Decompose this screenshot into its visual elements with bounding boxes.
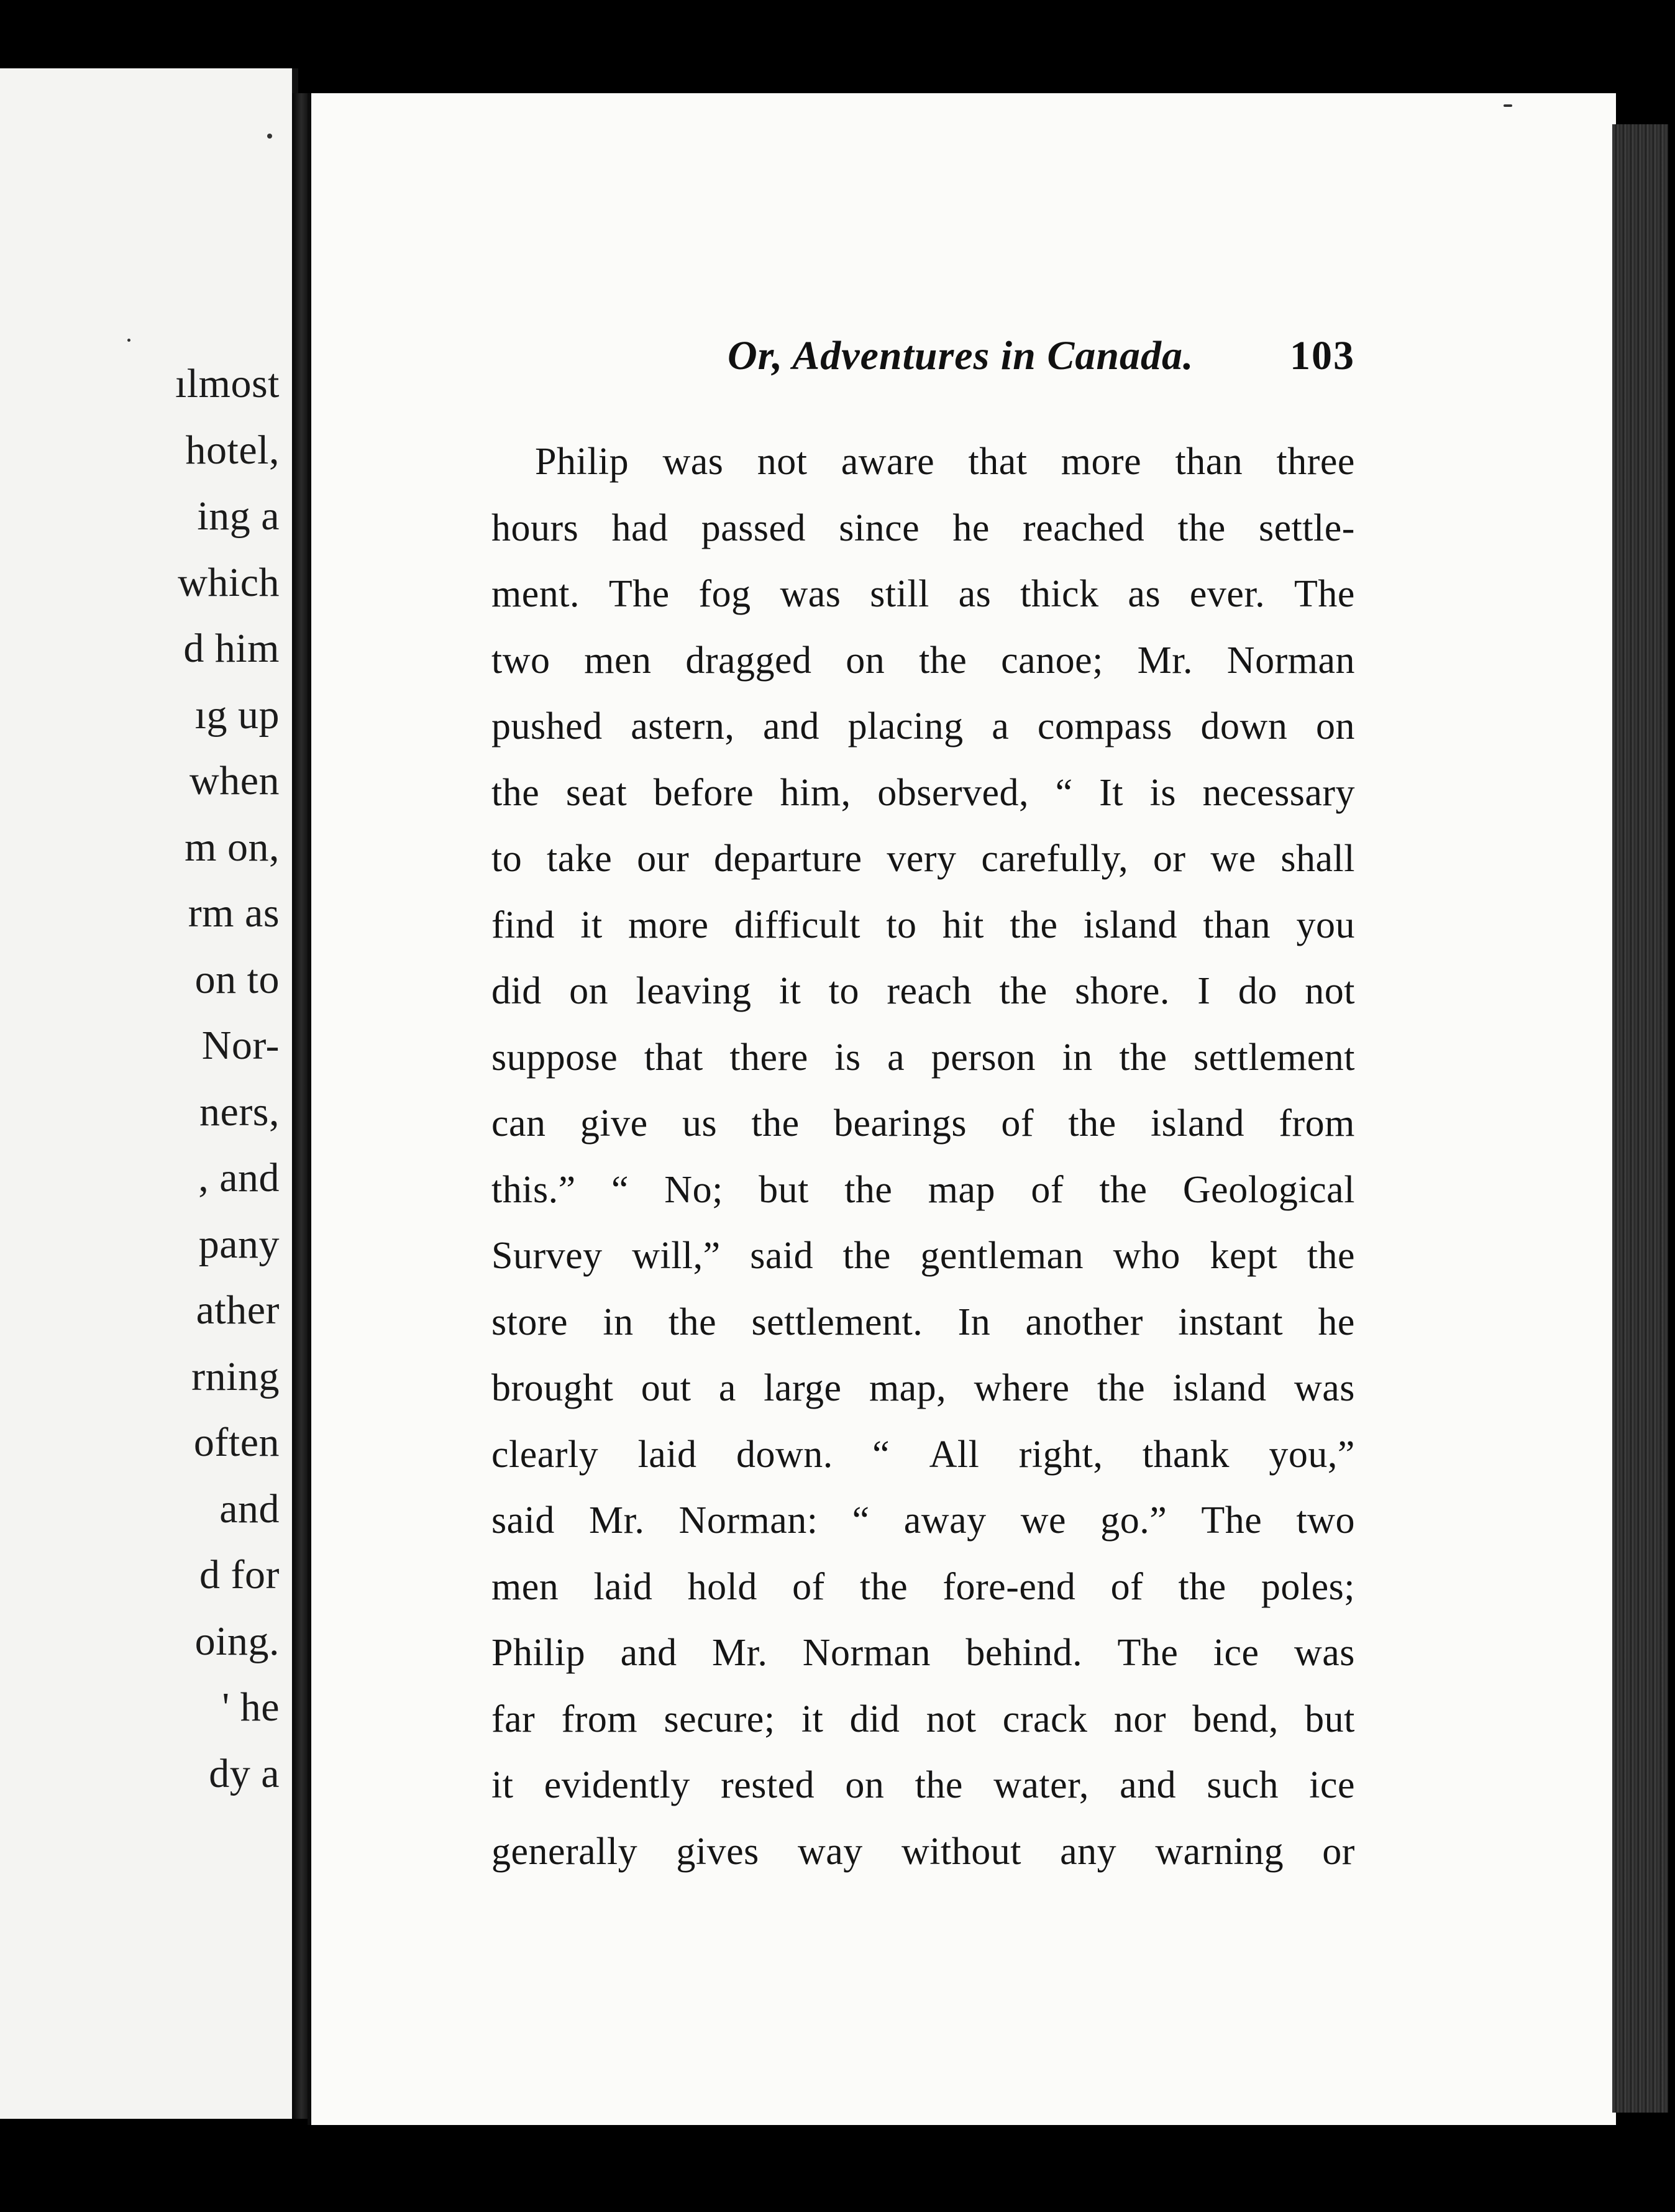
body-line — [491, 693, 1355, 760]
word: before — [653, 771, 754, 814]
word: the — [1307, 1235, 1355, 1277]
word: down — [1200, 705, 1288, 747]
word: than — [1203, 903, 1271, 946]
word: carefully, — [981, 838, 1129, 880]
word: on — [845, 1764, 885, 1806]
word: the — [919, 639, 967, 682]
word: clearly — [491, 1433, 599, 1476]
word: secure; — [664, 1698, 775, 1740]
word: the — [844, 1168, 893, 1211]
word: crack — [1002, 1698, 1088, 1740]
word: large — [764, 1367, 842, 1409]
page-number: 103 — [1290, 333, 1355, 378]
word: “ — [611, 1168, 629, 1211]
word: away — [903, 1499, 987, 1542]
word: the — [1068, 1102, 1116, 1145]
word: will,” — [632, 1235, 721, 1277]
word: said — [491, 1499, 555, 1542]
left-page-line: ather — [196, 1287, 280, 1333]
word: The — [608, 573, 670, 615]
word: to — [491, 838, 523, 880]
word: but — [1305, 1698, 1355, 1740]
word: had — [611, 506, 669, 549]
word: store — [491, 1300, 568, 1343]
word: hit — [942, 903, 984, 946]
word: reach — [887, 970, 972, 1012]
word: departure — [714, 838, 862, 880]
scan-speck — [1504, 104, 1512, 107]
word: out — [641, 1367, 691, 1409]
left-page-line: rning — [191, 1353, 280, 1399]
word: settlement. — [751, 1300, 923, 1343]
word: two — [1296, 1499, 1355, 1542]
word: ment. — [491, 573, 580, 615]
word: not — [757, 441, 808, 483]
word: him, — [780, 771, 851, 814]
word: on — [569, 970, 609, 1012]
word: “ — [872, 1433, 890, 1476]
word: way — [797, 1830, 863, 1873]
word: down. — [736, 1433, 833, 1476]
word: nor — [1113, 1698, 1166, 1740]
word: and — [620, 1632, 677, 1674]
word: island — [1172, 1367, 1267, 1409]
word: you,” — [1269, 1433, 1355, 1476]
left-page-line: ing a — [197, 493, 280, 539]
word: laid — [593, 1565, 653, 1608]
word: the — [915, 1764, 963, 1806]
word: Mr. — [712, 1632, 768, 1674]
left-page-line: ' he — [222, 1684, 280, 1730]
word: but — [759, 1168, 809, 1211]
left-page-line: when — [189, 758, 280, 803]
body-line — [491, 1686, 1355, 1753]
word: settlement — [1193, 1036, 1355, 1079]
running-head — [491, 332, 1355, 388]
word: ice — [1213, 1632, 1259, 1674]
body-line — [491, 1620, 1355, 1686]
word: Philip — [491, 1632, 586, 1674]
word: any — [1060, 1830, 1117, 1873]
word: Philip — [535, 441, 629, 483]
word: of — [792, 1565, 825, 1608]
word: where — [974, 1367, 1070, 1409]
word: is — [1149, 771, 1176, 814]
word: the — [999, 970, 1047, 1012]
word: In — [957, 1300, 991, 1343]
left-page-line: rm as — [188, 890, 280, 936]
body-line — [491, 1752, 1355, 1819]
word: such — [1207, 1764, 1279, 1806]
word: map — [928, 1168, 996, 1211]
body-line — [491, 1355, 1355, 1422]
left-page-line: d for — [199, 1552, 280, 1597]
word: brought — [491, 1367, 614, 1409]
body-text — [491, 429, 1355, 1885]
word: the — [1177, 506, 1226, 549]
word: it — [580, 903, 603, 946]
word: shall — [1280, 838, 1355, 880]
word: of — [1110, 1565, 1144, 1608]
word: men — [491, 1565, 559, 1608]
word: a — [887, 1036, 905, 1079]
word: evidently — [544, 1764, 690, 1806]
word: Norman — [802, 1632, 931, 1674]
left-page-line: oing. — [194, 1618, 280, 1664]
running-title: Or, Adventures in Canada. — [728, 333, 1194, 378]
word: do — [1238, 970, 1277, 1012]
word: dragged — [685, 639, 812, 682]
word: pushed — [491, 705, 603, 747]
word: hours — [491, 506, 579, 549]
word: gives — [676, 1830, 759, 1873]
word: island — [1150, 1102, 1245, 1145]
word: said — [750, 1235, 814, 1277]
word: seat — [565, 771, 628, 814]
word: No; — [664, 1168, 723, 1211]
body-line — [491, 628, 1355, 694]
word: far — [491, 1698, 536, 1740]
word: the — [668, 1300, 717, 1343]
word: “ — [852, 1499, 870, 1542]
word: hold — [687, 1565, 757, 1608]
word: two — [491, 639, 550, 682]
word: or — [1322, 1830, 1355, 1873]
body-line — [491, 1488, 1355, 1554]
body-line — [491, 561, 1355, 628]
scan-speck — [127, 339, 130, 342]
word: there — [729, 1036, 808, 1079]
word: find — [491, 903, 555, 946]
word: as — [958, 573, 992, 615]
left-page-line: hotel, — [185, 427, 280, 473]
word: without — [901, 1830, 1021, 1873]
word: more — [628, 903, 709, 946]
body-line — [491, 760, 1355, 826]
word: than — [1175, 441, 1243, 483]
word: astern, — [631, 705, 735, 747]
page-edges — [1612, 124, 1668, 2113]
word: map, — [869, 1367, 947, 1409]
word: rested — [721, 1764, 815, 1806]
word: Norman — [1226, 639, 1355, 682]
body-line — [491, 1422, 1355, 1488]
word: this.” — [491, 1168, 576, 1211]
word: the — [491, 771, 540, 814]
left-page-line: which — [178, 559, 280, 605]
word: behind. — [965, 1632, 1083, 1674]
left-page-line: often — [193, 1420, 280, 1465]
word: did — [491, 970, 542, 1012]
word: our — [637, 838, 690, 880]
word: warning — [1155, 1830, 1284, 1873]
word: was — [1294, 1632, 1355, 1674]
word: and — [1120, 1764, 1177, 1806]
word: suppose — [491, 1036, 618, 1079]
left-page-line: ners, — [199, 1089, 280, 1135]
word: I — [1197, 970, 1211, 1012]
word: compass — [1037, 705, 1172, 747]
left-page-line: m on, — [185, 824, 280, 870]
word: very — [887, 838, 957, 880]
word: thick — [1020, 573, 1099, 615]
word: observed, — [877, 771, 1029, 814]
word: ice — [1309, 1764, 1355, 1806]
left-page-line: on to — [194, 956, 280, 1002]
word: he — [1318, 1300, 1355, 1343]
word: on — [846, 639, 885, 682]
word: canoe; — [1001, 639, 1103, 682]
word: kept — [1210, 1235, 1278, 1277]
left-page-line: ılmost — [175, 361, 280, 406]
left-page-fragment — [0, 68, 298, 2119]
word: as — [1128, 573, 1161, 615]
word: was — [662, 441, 724, 483]
word: did — [849, 1698, 900, 1740]
word: thank — [1142, 1433, 1230, 1476]
word: bearings — [834, 1102, 967, 1145]
word: laid — [637, 1433, 697, 1476]
word: and — [762, 705, 819, 747]
word: Survey — [491, 1235, 603, 1277]
word: still — [870, 573, 929, 615]
body-line — [491, 1819, 1355, 1885]
body-line — [491, 1223, 1355, 1289]
word: a — [992, 705, 1010, 747]
body-line — [491, 892, 1355, 959]
body-line — [491, 429, 1355, 495]
word: we — [1020, 1499, 1067, 1542]
word: the — [1010, 903, 1058, 946]
word: us — [682, 1102, 718, 1145]
left-page-line: Nor- — [201, 1023, 280, 1068]
word: can — [491, 1102, 546, 1145]
word: it — [491, 1764, 514, 1806]
word: not — [926, 1698, 977, 1740]
body-line — [491, 1554, 1355, 1620]
body-line — [491, 1289, 1355, 1356]
word: take — [547, 838, 613, 880]
word: go.” — [1100, 1499, 1167, 1542]
word: who — [1113, 1235, 1180, 1277]
word: it — [778, 970, 801, 1012]
word: the — [859, 1565, 908, 1608]
scan-speck — [267, 134, 272, 139]
left-page-line: pany — [198, 1221, 280, 1267]
word: to — [828, 970, 859, 1012]
left-page-line: and — [219, 1486, 280, 1532]
word: of — [1031, 1168, 1064, 1211]
word: is — [834, 1036, 861, 1079]
right-page — [308, 93, 1616, 2125]
word: gentleman — [920, 1235, 1084, 1277]
word: island — [1083, 903, 1177, 946]
word: three — [1276, 441, 1355, 483]
word: a — [718, 1367, 736, 1409]
word: the — [751, 1102, 800, 1145]
word: All — [929, 1433, 980, 1476]
word: leaving — [636, 970, 752, 1012]
word: the — [842, 1235, 891, 1277]
word: the — [1178, 1565, 1226, 1608]
word: right, — [1018, 1433, 1103, 1476]
word: or — [1152, 838, 1186, 880]
word: instant — [1178, 1300, 1284, 1343]
word: The — [1201, 1499, 1262, 1542]
word: it — [801, 1698, 824, 1740]
word: from — [561, 1698, 638, 1740]
word: passed — [701, 506, 806, 549]
word: ever. — [1189, 573, 1266, 615]
word: Geological — [1182, 1168, 1355, 1211]
left-page-line: ıg up — [194, 692, 280, 738]
word: was — [780, 573, 841, 615]
word: Norman: — [678, 1499, 818, 1542]
word: that — [644, 1036, 703, 1079]
word: since — [839, 506, 920, 549]
word: men — [584, 639, 652, 682]
word: not — [1305, 970, 1355, 1012]
word: the — [1099, 1168, 1148, 1211]
word: you — [1296, 903, 1355, 946]
word: generally — [491, 1830, 638, 1873]
body-line — [491, 958, 1355, 1025]
body-line — [491, 1090, 1355, 1157]
word: fore-end — [942, 1565, 1076, 1608]
word: another — [1025, 1300, 1143, 1343]
word: water, — [993, 1764, 1089, 1806]
word: was — [1294, 1367, 1355, 1409]
left-page-line: , and — [198, 1155, 280, 1200]
word: give — [580, 1102, 648, 1145]
word: that — [968, 441, 1028, 483]
left-page-line: dy a — [209, 1750, 280, 1796]
word: difficult — [734, 903, 860, 946]
word: in — [1062, 1036, 1093, 1079]
word: person — [931, 1036, 1036, 1079]
word: bend, — [1192, 1698, 1279, 1740]
body-line — [491, 1157, 1355, 1223]
word: necessary — [1202, 771, 1355, 814]
word: settle- — [1258, 506, 1355, 549]
left-page-line: d him — [183, 626, 280, 671]
word: poles; — [1261, 1565, 1355, 1608]
body-line — [491, 826, 1355, 892]
word: we — [1210, 838, 1256, 880]
word: The — [1117, 1632, 1179, 1674]
word: the — [1097, 1367, 1146, 1409]
word: fog — [698, 573, 751, 615]
word: to — [886, 903, 917, 946]
word: he — [952, 506, 990, 549]
word: the — [1119, 1036, 1167, 1079]
word: placing — [847, 705, 964, 747]
word: It — [1099, 771, 1124, 814]
body-line — [491, 495, 1355, 562]
word: of — [1001, 1102, 1034, 1145]
word: Mr. — [589, 1499, 645, 1542]
word: more — [1061, 441, 1142, 483]
word: Mr. — [1137, 639, 1193, 682]
word: on — [1315, 705, 1355, 747]
word: from — [1279, 1102, 1355, 1145]
word: aware — [841, 441, 935, 483]
word: in — [603, 1300, 634, 1343]
word: The — [1294, 573, 1355, 615]
word: “ — [1055, 771, 1073, 814]
word: reached — [1023, 506, 1145, 549]
word: shore. — [1075, 970, 1170, 1012]
body-line — [491, 1025, 1355, 1091]
